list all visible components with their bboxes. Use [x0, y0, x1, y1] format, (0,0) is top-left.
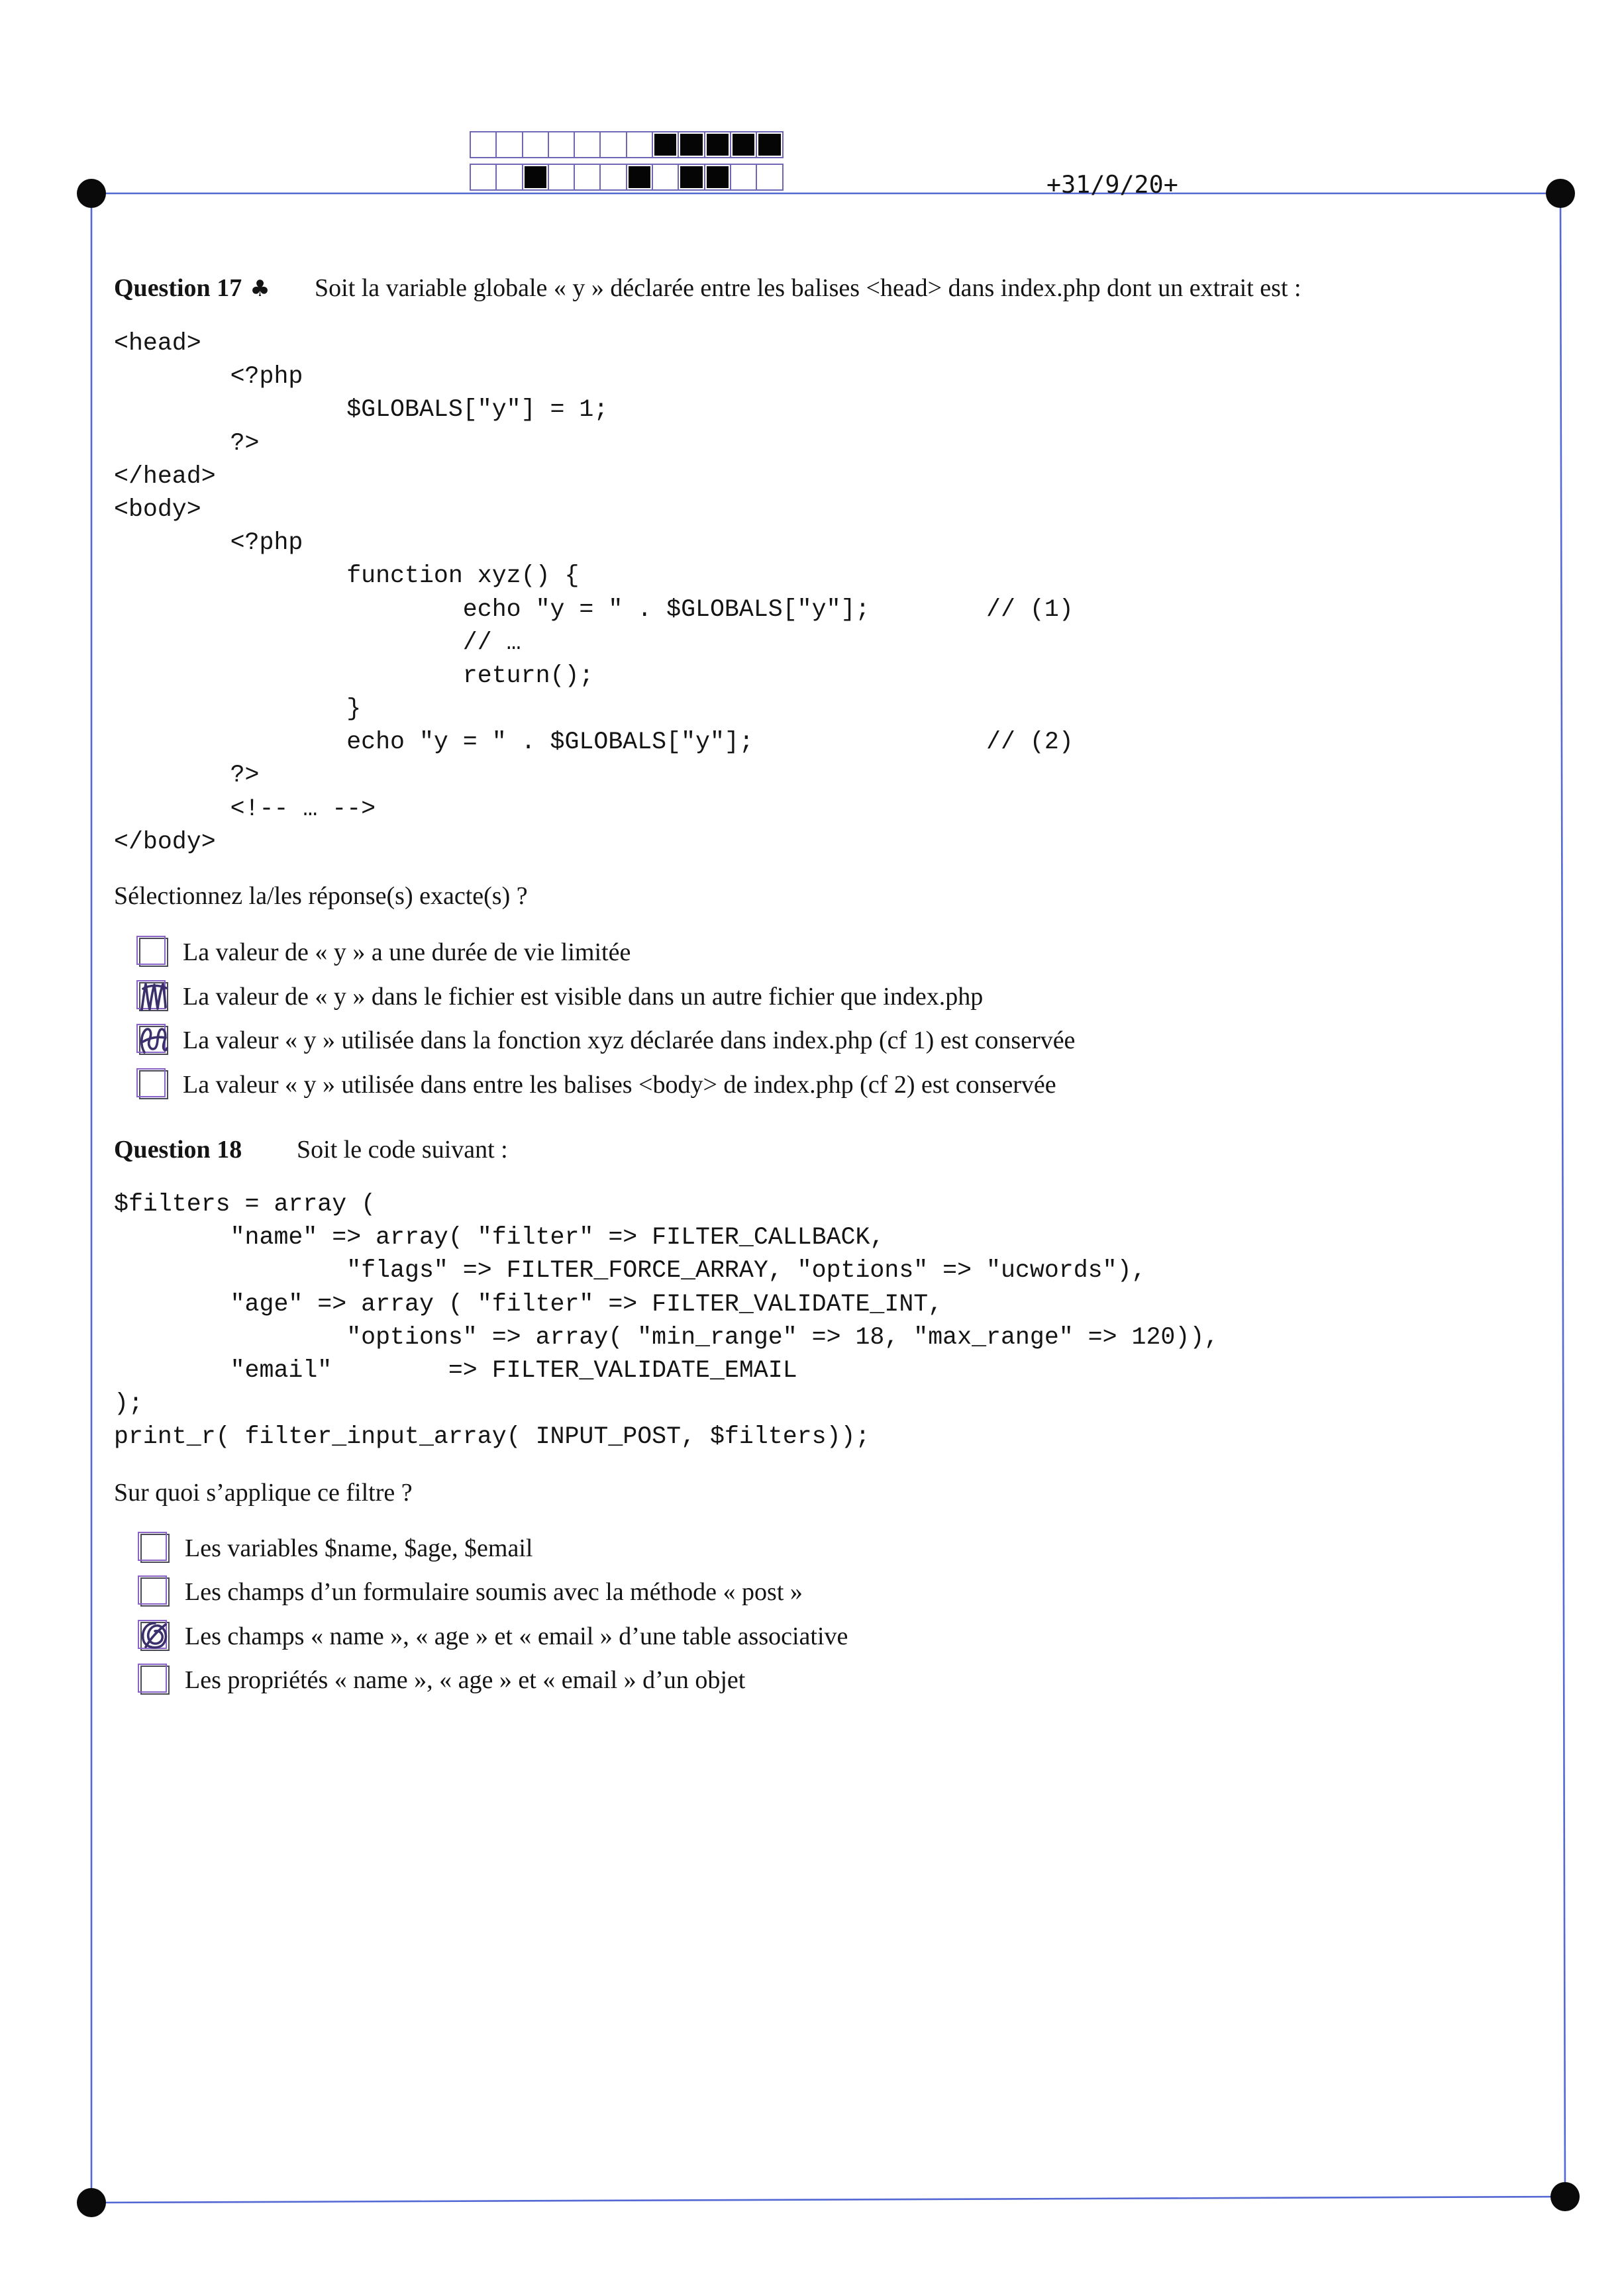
code-line: <?php	[114, 363, 303, 391]
corner-mark-bottom-left	[77, 2188, 106, 2217]
question-statement: Soit le code suivant :	[297, 1136, 508, 1164]
answer-prompt: Sur quoi s’applique ce filtre ?	[114, 1479, 413, 1507]
code-line: </body>	[114, 828, 216, 856]
corner-mark-bottom-right	[1550, 2182, 1580, 2211]
answer-text: La valeur de « y » a une durée de vie limitée	[183, 938, 631, 967]
answer-checkbox[interactable]	[139, 982, 168, 1011]
answer-text: Les propriétés « name », « age » et « email » d’un objet	[185, 1666, 746, 1695]
code-line: <!-- … -->	[114, 795, 376, 823]
id-code-cell-filled	[522, 164, 549, 191]
code-line: echo "y = " . $GLOBALS["y"]; // (2)	[114, 728, 1074, 756]
answer-item	[139, 1019, 1075, 1063]
id-code-row-2	[470, 164, 785, 191]
id-code-cell-filled	[626, 164, 653, 191]
corner-mark-top-left	[77, 179, 106, 208]
code-line: </head>	[114, 462, 216, 490]
answer-checkbox[interactable]	[140, 1577, 170, 1607]
answer-text: Les champs d’un formulaire soumis avec la méthode « post »	[185, 1578, 803, 1607]
multiple-answers-club-icon: ♣	[250, 275, 270, 302]
question-label: Question 17	[114, 274, 242, 302]
id-code-cell-empty	[574, 131, 601, 158]
code-line: ?>	[114, 429, 260, 457]
id-code-cell-empty	[626, 131, 653, 158]
question-statement: Soit la variable globale « y » déclarée entre les balises <head> dans index.php dont un extrait est :	[315, 274, 1301, 302]
answer-text: La valeur « y » utilisée dans entre les balises <body> de index.php (cf 2) est conservée	[183, 1071, 1056, 1099]
code-line: $filters = array (	[114, 1191, 376, 1218]
answer-item	[139, 1063, 1075, 1107]
id-code-cell-filled	[756, 131, 783, 158]
id-code-cell-empty	[495, 164, 523, 191]
answer-item	[139, 975, 1075, 1019]
id-code-cell-empty	[599, 164, 627, 191]
frame-line-bottom	[91, 2197, 1565, 2203]
frame-line-right	[1560, 193, 1565, 2197]
answer-checkbox[interactable]	[139, 938, 168, 967]
answer-text: La valeur de « y » dans le fichier est visible dans un autre fichier que index.php	[183, 982, 984, 1011]
page-code-label: +31/9/20+	[1046, 170, 1178, 199]
id-code-cell-empty	[730, 164, 757, 191]
code-line: <body>	[114, 495, 201, 523]
code-line: print_r( filter_input_array( INPUT_POST, $filters));	[114, 1423, 870, 1451]
code-line: "flags" => FILTER_FORCE_ARRAY, "options" => "ucwords"),	[114, 1257, 1146, 1285]
answer-item	[140, 1615, 848, 1658]
code-line: return();	[114, 662, 594, 689]
code-line: "age" => array ( "filter" => FILTER_VALIDATE_INT,	[114, 1290, 943, 1318]
id-code-cell-empty	[574, 164, 601, 191]
id-code-cell-filled	[652, 131, 679, 158]
pen-scribble-mark	[135, 978, 172, 1015]
question-heading	[114, 1134, 242, 1165]
answer-checkbox[interactable]	[140, 1534, 170, 1563]
code-line: "name" => array( "filter" => FILTER_CALLBACK,	[114, 1224, 885, 1252]
id-code-cell-filled	[704, 131, 731, 158]
code-line: <?php	[114, 529, 303, 557]
answer-list	[139, 930, 1075, 1107]
id-code-cell-empty	[548, 131, 575, 158]
answer-text: Les champs « name », « age » et « email » d’une table associative	[185, 1622, 848, 1650]
id-code-cell-empty	[470, 164, 497, 191]
code-listing	[114, 1188, 1219, 1454]
id-code-cell-filled	[704, 164, 731, 191]
code-line: $GLOBALS["y"] = 1;	[114, 396, 609, 424]
id-code-cell-filled	[730, 131, 757, 158]
code-line: function xyz() {	[114, 562, 580, 590]
question-label: Question 18	[114, 1136, 242, 1164]
id-code-cell-empty	[470, 131, 497, 158]
code-listing	[114, 327, 1074, 859]
answer-list	[140, 1526, 848, 1702]
id-code-cell-empty	[495, 131, 523, 158]
id-code-boxes	[470, 131, 785, 191]
id-code-cell-empty	[652, 164, 679, 191]
answer-text: La valeur « y » utilisée dans la fonction xyz déclarée dans index.php (cf 1) est conservée	[183, 1026, 1076, 1055]
answer-text: Les variables $name, $age, $email	[185, 1534, 533, 1563]
answer-item	[139, 930, 1075, 975]
code-line: <head>	[114, 330, 201, 357]
code-line: "email" => FILTER_VALIDATE_EMAIL	[114, 1356, 797, 1384]
answer-prompt: Sélectionnez la/les réponse(s) exacte(s) ?	[114, 882, 528, 910]
id-code-cell-empty	[599, 131, 627, 158]
id-code-cell-filled	[678, 131, 705, 158]
code-line: }	[114, 695, 362, 723]
corner-mark-top-right	[1546, 179, 1575, 208]
answer-checkbox[interactable]	[139, 1070, 168, 1099]
id-code-cell-empty	[756, 164, 783, 191]
question-heading	[114, 273, 270, 304]
code-line: // …	[114, 628, 521, 656]
answer-item	[140, 1658, 848, 1702]
id-code-cell-empty	[522, 131, 549, 158]
pen-scribble-mark	[135, 1022, 172, 1059]
answer-checkbox[interactable]	[140, 1622, 170, 1651]
answer-item	[140, 1570, 848, 1614]
code-line: echo "y = " . $GLOBALS["y"]; // (1)	[114, 595, 1074, 623]
pen-scribble-mark	[136, 1618, 174, 1655]
code-line: );	[114, 1390, 143, 1418]
id-code-row-1	[470, 131, 785, 158]
id-code-cell-empty	[548, 164, 575, 191]
code-line: "options" => array( "min_range" => 18, "max_range" => 120)),	[114, 1323, 1219, 1351]
answer-checkbox[interactable]	[140, 1666, 170, 1695]
code-line: ?>	[114, 762, 260, 789]
id-code-cell-filled	[678, 164, 705, 191]
answer-checkbox[interactable]	[139, 1026, 168, 1055]
answer-item	[140, 1526, 848, 1570]
